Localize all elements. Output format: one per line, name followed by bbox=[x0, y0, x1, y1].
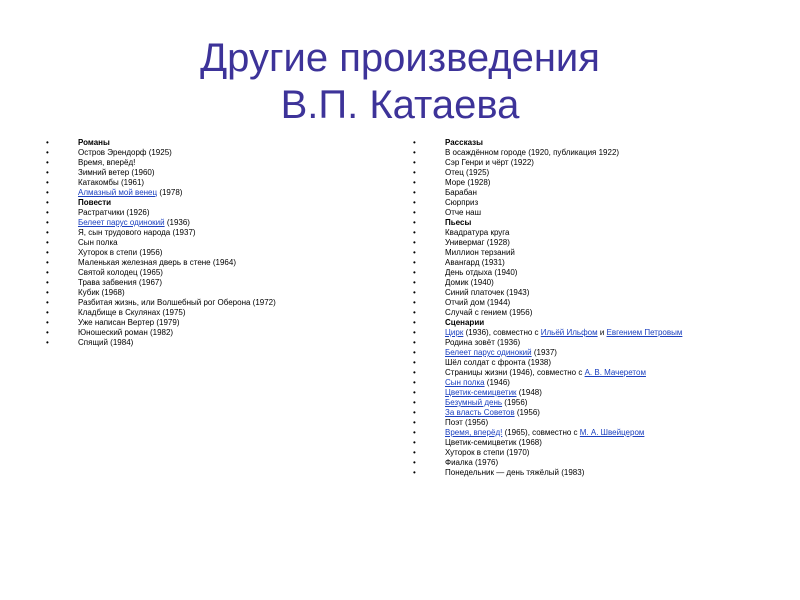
item-text: Отец (1925) bbox=[445, 168, 490, 177]
list-item bbox=[45, 168, 375, 178]
item-text: Случай с гением (1956) bbox=[445, 308, 533, 317]
section-heading bbox=[45, 138, 375, 148]
item-text: Хуторок в степи (1970) bbox=[445, 448, 530, 457]
section-heading bbox=[45, 198, 375, 208]
item-text: Растратчики (1926) bbox=[78, 208, 150, 217]
item-text: Я, сын трудового народа (1937) bbox=[78, 228, 196, 237]
bullet-icon: • bbox=[46, 248, 49, 257]
item-text: Родина зовёт (1936) bbox=[445, 338, 521, 347]
list-item bbox=[45, 258, 375, 268]
item-text: Пьесы bbox=[445, 218, 472, 227]
bullet-icon: • bbox=[413, 388, 416, 397]
list-item bbox=[412, 168, 782, 178]
person-link[interactable]: Ильёй Ильфом bbox=[540, 328, 598, 337]
list-item bbox=[45, 238, 375, 248]
item-text: В осаждённом городе (1920, публикация 1922) bbox=[445, 148, 620, 157]
bullet-icon: • bbox=[413, 368, 416, 377]
list-item bbox=[412, 338, 782, 348]
bullet-icon: • bbox=[46, 198, 49, 207]
bullet-icon: • bbox=[413, 328, 416, 337]
bullet-icon: • bbox=[413, 458, 416, 467]
person-link[interactable]: А. В. Мачеретом bbox=[584, 368, 646, 377]
slide-title bbox=[0, 35, 800, 129]
bullet-icon: • bbox=[46, 268, 49, 277]
list-item bbox=[45, 218, 375, 228]
bullet-icon: • bbox=[413, 158, 416, 167]
item-text: Шёл солдат с фронта (1938) bbox=[445, 358, 552, 367]
list-item bbox=[45, 178, 375, 188]
bullet-icon: • bbox=[46, 338, 49, 347]
right-works-list bbox=[412, 138, 782, 478]
item-text: День отдыха (1940) bbox=[445, 268, 518, 277]
list-item bbox=[412, 388, 782, 398]
bullet-icon: • bbox=[413, 448, 416, 457]
work-link[interactable]: Алмазный мой венец bbox=[78, 188, 158, 197]
item-text: (1946) bbox=[484, 378, 510, 387]
bullet-icon: • bbox=[46, 278, 49, 287]
list-item bbox=[412, 248, 782, 258]
item-text: Страницы жизни (1946), совместно с bbox=[445, 368, 585, 377]
list-item bbox=[45, 228, 375, 238]
item-text: Универмаг (1928) bbox=[445, 238, 510, 247]
bullet-icon: • bbox=[413, 298, 416, 307]
bullet-icon: • bbox=[46, 148, 49, 157]
item-text: Зимний ветер (1960) bbox=[78, 168, 155, 177]
item-text: (1978) bbox=[157, 188, 183, 197]
bullet-icon: • bbox=[46, 158, 49, 167]
item-text: (1936) bbox=[164, 218, 190, 227]
bullet-icon: • bbox=[46, 258, 49, 267]
bullet-icon: • bbox=[413, 178, 416, 187]
work-link[interactable]: Безумный день bbox=[445, 398, 503, 407]
list-item bbox=[412, 458, 782, 468]
bullet-icon: • bbox=[413, 418, 416, 427]
item-text: Повести bbox=[78, 198, 112, 207]
work-link[interactable]: Белеет парус одинокий bbox=[445, 348, 532, 357]
bullet-icon: • bbox=[413, 228, 416, 237]
bullet-icon: • bbox=[413, 288, 416, 297]
item-text: Романы bbox=[78, 138, 110, 147]
work-link[interactable]: Время, вперёд! bbox=[445, 428, 503, 437]
list-item bbox=[45, 248, 375, 258]
item-text: (1948) bbox=[516, 388, 542, 397]
list-item bbox=[412, 178, 782, 188]
list-item bbox=[45, 188, 375, 198]
bullet-icon: • bbox=[413, 218, 416, 227]
item-text: Разбитая жизнь, или Волшебный рог Оберона (1972) bbox=[78, 298, 276, 307]
person-link[interactable]: Евгением Петровым bbox=[606, 328, 683, 337]
list-item bbox=[412, 148, 782, 158]
list-item bbox=[412, 358, 782, 368]
list-item bbox=[45, 308, 375, 318]
item-text: и bbox=[597, 328, 607, 337]
list-item bbox=[45, 278, 375, 288]
item-text: Время, вперёд! bbox=[78, 158, 136, 167]
list-item bbox=[45, 298, 375, 308]
section-heading bbox=[412, 318, 782, 328]
list-item bbox=[412, 268, 782, 278]
work-link[interactable]: За власть Советов bbox=[445, 408, 515, 417]
list-item bbox=[45, 338, 375, 348]
item-text: Барабан bbox=[445, 188, 477, 197]
list-item bbox=[412, 418, 782, 428]
bullet-icon: • bbox=[413, 378, 416, 387]
list-item bbox=[412, 468, 782, 478]
list-item bbox=[412, 308, 782, 318]
bullet-icon: • bbox=[46, 318, 49, 327]
item-text: (1937) bbox=[531, 348, 557, 357]
item-text: Фиалка (1976) bbox=[445, 458, 499, 467]
work-link[interactable]: Сын полка bbox=[445, 378, 485, 387]
item-text: Спящий (1984) bbox=[78, 338, 134, 347]
list-item bbox=[412, 198, 782, 208]
item-text: Отчий дом (1944) bbox=[445, 298, 511, 307]
list-item bbox=[45, 158, 375, 168]
bullet-icon: • bbox=[46, 208, 49, 217]
list-item bbox=[45, 328, 375, 338]
bullet-icon: • bbox=[413, 168, 416, 177]
list-item bbox=[412, 398, 782, 408]
item-text: Понедельник — день тяжёлый (1983) bbox=[445, 468, 585, 477]
item-text: Трава забвения (1967) bbox=[78, 278, 163, 287]
item-text: (1956) bbox=[502, 398, 528, 407]
item-text: Поэт (1956) bbox=[445, 418, 489, 427]
item-text: Юношеский роман (1982) bbox=[78, 328, 174, 337]
item-text: Рассказы bbox=[445, 138, 483, 147]
item-text: Кладбище в Скулянах (1975) bbox=[78, 308, 186, 317]
bullet-icon: • bbox=[413, 468, 416, 477]
title-line-1: Другие произведения bbox=[200, 36, 600, 80]
list-item bbox=[412, 438, 782, 448]
list-item bbox=[412, 368, 782, 378]
list-item bbox=[412, 348, 782, 358]
bullet-icon: • bbox=[46, 308, 49, 317]
item-text: (1965), совместно с bbox=[502, 428, 580, 437]
item-text: Море (1928) bbox=[445, 178, 491, 187]
item-text: Квадратура круга bbox=[445, 228, 510, 237]
bullet-icon: • bbox=[413, 308, 416, 317]
bullet-icon: • bbox=[413, 198, 416, 207]
work-link[interactable]: Цветик-семицветик bbox=[445, 388, 517, 397]
list-item bbox=[412, 298, 782, 308]
bullet-icon: • bbox=[46, 138, 49, 147]
bullet-icon: • bbox=[413, 428, 416, 437]
bullet-icon: • bbox=[46, 168, 49, 177]
bullet-icon: • bbox=[46, 238, 49, 247]
list-item bbox=[45, 268, 375, 278]
bullet-icon: • bbox=[46, 298, 49, 307]
bullet-icon: • bbox=[413, 318, 416, 327]
bullet-icon: • bbox=[413, 248, 416, 257]
bullet-icon: • bbox=[46, 328, 49, 337]
list-item bbox=[412, 288, 782, 298]
bullet-icon: • bbox=[413, 438, 416, 447]
item-text: Кубик (1968) bbox=[78, 288, 125, 297]
bullet-icon: • bbox=[46, 178, 49, 187]
bullet-icon: • bbox=[46, 288, 49, 297]
item-text: Цветик-семицветик (1968) bbox=[445, 438, 542, 447]
list-item bbox=[45, 208, 375, 218]
item-text: Сын полка bbox=[78, 238, 118, 247]
bullet-icon: • bbox=[46, 218, 49, 227]
section-heading bbox=[412, 218, 782, 228]
list-item bbox=[412, 208, 782, 218]
bullet-icon: • bbox=[413, 188, 416, 197]
item-text: Отче наш bbox=[445, 208, 482, 217]
person-link[interactable]: М. А. Швейцером bbox=[579, 428, 645, 437]
bullet-icon: • bbox=[413, 278, 416, 287]
list-item bbox=[412, 158, 782, 168]
list-item bbox=[412, 228, 782, 238]
item-text: Остров Эрендорф (1925) bbox=[78, 148, 172, 157]
item-text: Миллион терзаний bbox=[445, 248, 515, 257]
list-item bbox=[412, 188, 782, 198]
list-item bbox=[412, 378, 782, 388]
bullet-icon: • bbox=[413, 348, 416, 357]
bullet-icon: • bbox=[413, 398, 416, 407]
item-text: Сценарии bbox=[445, 318, 485, 327]
list-item bbox=[45, 318, 375, 328]
item-text: Святой колодец (1965) bbox=[78, 268, 163, 277]
bullet-icon: • bbox=[413, 358, 416, 367]
bullet-icon: • bbox=[413, 268, 416, 277]
item-text: Сэр Генри и чёрт (1922) bbox=[445, 158, 534, 167]
item-text: Сюрприз bbox=[445, 198, 479, 207]
item-text: (1956) bbox=[514, 408, 540, 417]
list-item bbox=[412, 238, 782, 248]
list-item bbox=[45, 148, 375, 158]
item-text: Синий платочек (1943) bbox=[445, 288, 530, 297]
list-item bbox=[412, 448, 782, 458]
item-text: Катакомбы (1961) bbox=[78, 178, 145, 187]
item-text: Домик (1940) bbox=[445, 278, 494, 287]
left-works-list bbox=[45, 138, 375, 348]
list-item bbox=[412, 258, 782, 268]
bullet-icon: • bbox=[413, 208, 416, 217]
item-text: Хуторок в степи (1956) bbox=[78, 248, 163, 257]
item-text: Уже написан Вертер (1979) bbox=[78, 318, 180, 327]
bullet-icon: • bbox=[413, 258, 416, 267]
list-item bbox=[45, 288, 375, 298]
list-item bbox=[412, 428, 782, 438]
list-item bbox=[412, 278, 782, 288]
list-item bbox=[412, 408, 782, 418]
bullet-icon: • bbox=[46, 188, 49, 197]
bullet-icon: • bbox=[413, 338, 416, 347]
list-item bbox=[412, 328, 782, 338]
item-text: Маленькая железная дверь в стене (1964) bbox=[78, 258, 236, 267]
bullet-icon: • bbox=[46, 228, 49, 237]
bullet-icon: • bbox=[413, 148, 416, 157]
item-text: (1936), совместно с bbox=[463, 328, 541, 337]
bullet-icon: • bbox=[413, 408, 416, 417]
work-link[interactable]: Цирк bbox=[445, 328, 464, 337]
bullet-icon: • bbox=[413, 238, 416, 247]
work-link[interactable]: Белеет парус одинокий bbox=[78, 218, 165, 227]
bullet-icon: • bbox=[413, 138, 416, 147]
item-text: Авангард (1931) bbox=[445, 258, 505, 267]
section-heading bbox=[412, 138, 782, 148]
title-line-2: В.П. Катаева bbox=[280, 83, 520, 127]
